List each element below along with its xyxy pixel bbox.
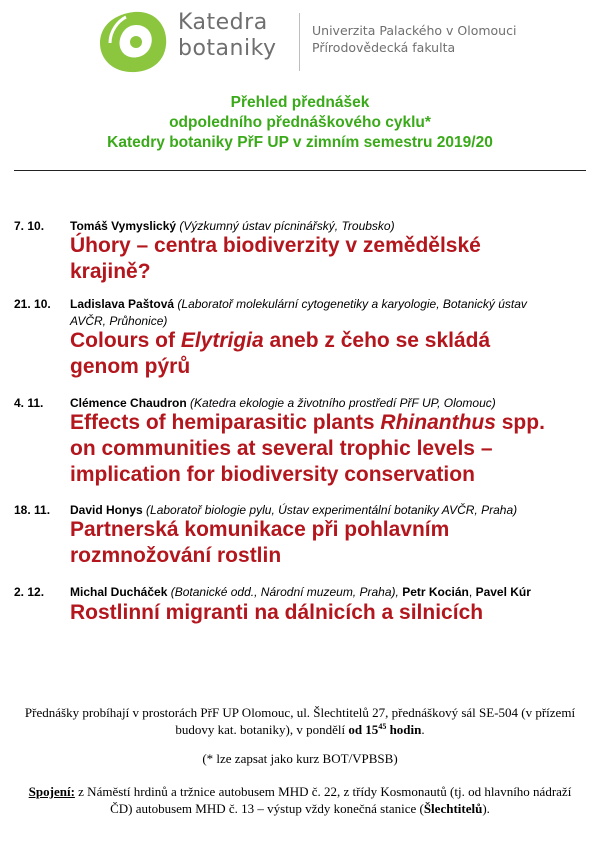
lecture-date: 7. 10.: [14, 219, 45, 233]
lecture-title-italic: Rhinanthus: [380, 411, 496, 434]
speaker-name: Ladislava Paštová: [70, 297, 175, 311]
venue-info: [20, 704, 580, 738]
lecture-date: 18. 11.: [14, 503, 51, 517]
header-divider: [299, 13, 300, 71]
lecture-title: [70, 517, 586, 569]
department-name: [178, 10, 277, 62]
lecture-title: [70, 600, 586, 626]
title-rule: [14, 170, 586, 171]
transport-text: ČD) autobusem MHD č. 13 – výstup vždy konečná stanice (: [110, 801, 424, 816]
title-line2: odpoledního přednáškového cyklu*: [169, 114, 431, 131]
lecture-time: [348, 722, 421, 737]
lecture-title-line: krajině?: [70, 260, 151, 283]
lecture-time-main: od 15: [348, 722, 379, 737]
speaker-name: Petr Kocián: [402, 585, 469, 599]
lecture-title-line: [70, 410, 586, 436]
transport-label: Spojení:: [28, 784, 75, 799]
department-name-line2: botaniky: [178, 36, 277, 61]
speaker-name: Clémence Chaudron: [70, 396, 187, 410]
speaker-affiliation: (Katedra ekologie a životního prostředí PřF UP, Olomouc): [190, 396, 496, 410]
university-name: [312, 22, 516, 56]
lecture-title: [70, 233, 586, 285]
lecture-date: 21. 10.: [14, 297, 51, 311]
transport-line: [20, 800, 580, 817]
lecture-title-part: aneb z čeho se skládá: [263, 329, 491, 352]
lecture-title-line: Partnerská komunikace při pohlavním: [70, 518, 450, 541]
venue-line: [20, 721, 580, 738]
lecture-title-part: Effects of hemiparasitic plants: [70, 411, 381, 434]
lecture-title: [70, 328, 586, 380]
title-line1: Přehled přednášek: [230, 94, 370, 111]
transport-text: ).: [482, 801, 490, 816]
university-line1: Univerzita Palackého v Olomouci: [312, 23, 517, 38]
speaker-affiliation: (Laboratoř molekulární cytogenetiky a karyologie, Botanický ústav: [177, 297, 527, 311]
speaker-affiliation: AVČR, Průhonice): [70, 314, 168, 328]
lecture-date: 4. 11.: [14, 396, 44, 410]
department-name-line1: Katedra: [178, 10, 268, 35]
lecture-title-line: [70, 328, 586, 354]
lecture-title-italic: Elytrigia: [180, 329, 264, 352]
department-logo: [96, 9, 170, 75]
speaker-name: Michal Ducháček: [70, 585, 168, 599]
transport-line: [20, 783, 580, 800]
venue-line: Přednášky probíhají v prostorách PřF UP Olomouc, ul. Šlechtitelů 27, přednáškový sál SE-504 (v přízemí: [24, 705, 576, 720]
title-line3: Katedry botaniky PřF UP v zimním semestru 2019/20: [107, 134, 493, 151]
speaker-name: David Honys: [70, 503, 143, 517]
venue-text: .: [421, 722, 425, 737]
speaker-affiliation: (Botanické odd., Národní muzeum, Praha),: [170, 585, 399, 599]
transport-info: [20, 783, 580, 817]
lecture-time-unit: hodin: [386, 722, 422, 737]
lecture-speaker-line: [70, 584, 578, 601]
lecture-title: [70, 410, 586, 488]
lecture-speaker-line: [70, 296, 578, 330]
speaker-separator: ,: [468, 585, 473, 599]
speaker-name: Pavel Kúr: [475, 585, 531, 599]
transport-text: z Náměstí hrdinů a tržnice autobusem MHD č. 22, z třídy Kosmonautů (tj. od hlavního nádraží: [74, 784, 572, 799]
lecture-title-line: Rostlinní migranti na dálnicích a silnicích: [70, 601, 484, 624]
lecture-title-line: Úhory – centra biodiverzity v zemědělské: [70, 234, 481, 257]
lecture-title-part: Colours of: [70, 329, 181, 352]
lecture-time-minutes: 45: [378, 722, 387, 731]
transport-stop: Šlechtitelů: [423, 801, 483, 816]
venue-text: budovy kat. botaniky), v pondělí: [175, 722, 349, 737]
page-title: [0, 93, 600, 153]
lecture-title-line: on communities at several trophic levels –: [70, 437, 493, 460]
faculty-line: Přírodovědecká fakulta: [312, 40, 456, 55]
lecture-date: 2. 12.: [14, 585, 45, 599]
lecture-title-line: genom pýrů: [70, 355, 191, 378]
speaker-affiliation: (Výzkumný ústav pícninářský, Troubsko): [179, 219, 395, 233]
lecture-title-part: spp.: [495, 411, 545, 434]
lecture-title-line: rozmnožování rostlin: [70, 544, 282, 567]
course-note: (* lze zapsat jako kurz BOT/VPBSB): [202, 751, 398, 766]
speaker-affiliation: (Laboratoř biologie pylu, Ústav experimentální botaniky AVČR, Praha): [146, 503, 518, 517]
speaker-name: Tomáš Vymyslický: [70, 219, 177, 233]
lecture-title-line: implication for biodiversity conservation: [70, 463, 475, 486]
